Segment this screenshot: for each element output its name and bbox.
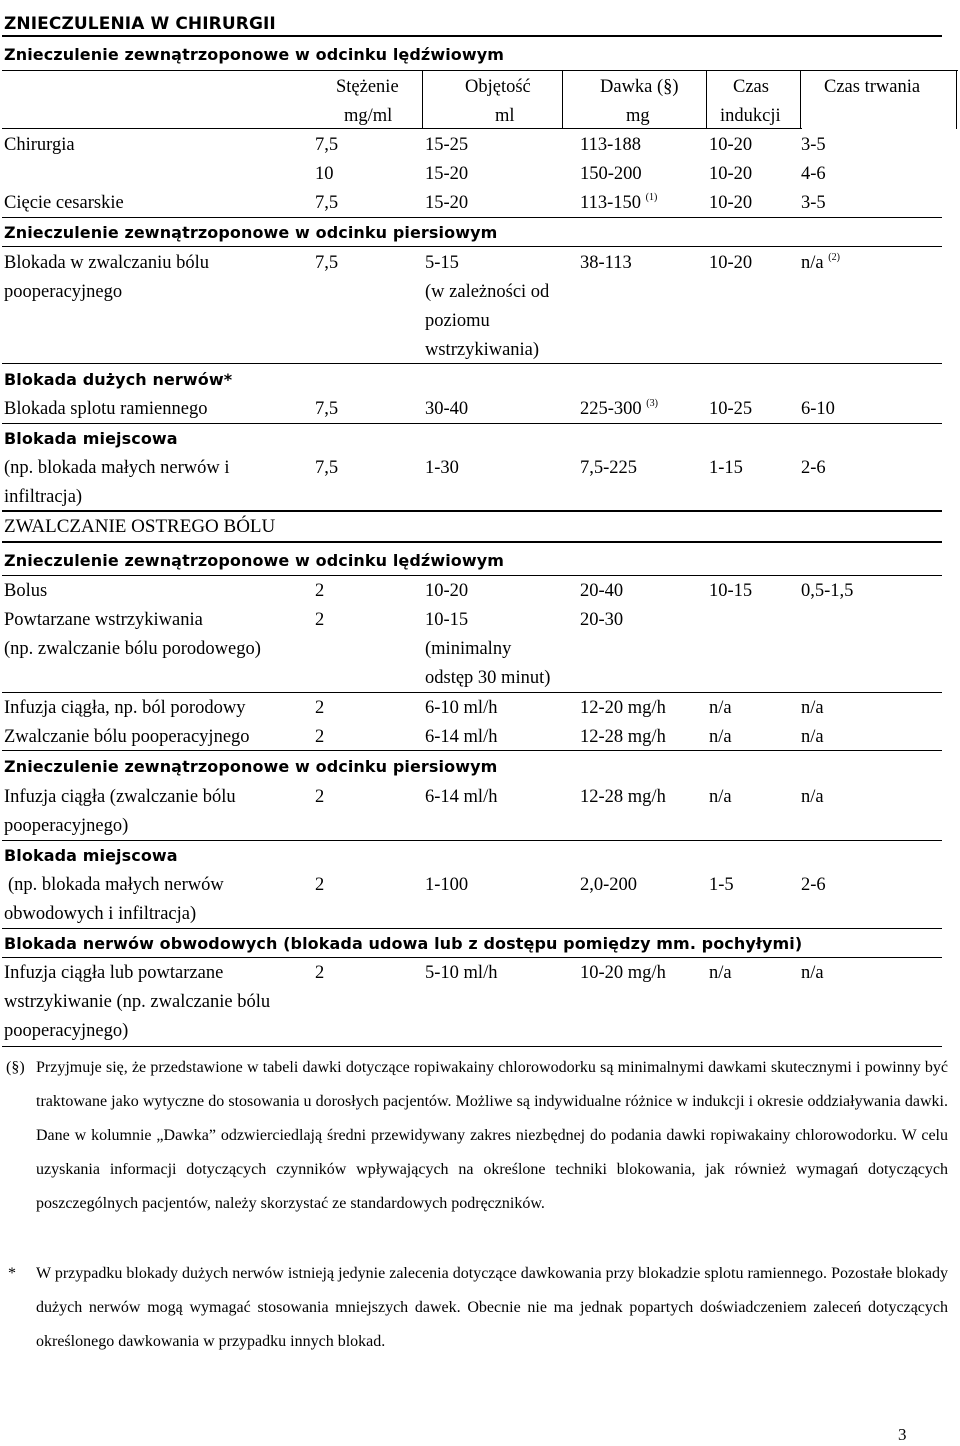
table-bottom-rule: [2, 1046, 942, 1047]
cell-duration: 0,5-1,5: [801, 581, 854, 601]
section-title-acute-pain: ZWALCZANIE OSTREGO BÓLU: [4, 516, 276, 537]
row-rule: [2, 217, 942, 218]
cell-dose: 113-150 $^{(1)}$: [580, 192, 658, 213]
cell-volume: 6-14 ml/h: [425, 787, 498, 807]
row-label: (np. blokada małych nerwów i: [4, 458, 230, 478]
cell-concentration: 7,5: [315, 458, 339, 478]
cell-volume: 30-40: [425, 399, 469, 419]
section-rule: [2, 510, 942, 512]
cell-concentration: 10: [315, 164, 334, 184]
cell-volume: 15-20: [425, 193, 469, 213]
row-rule: [2, 928, 942, 929]
cell-dose: 10-20 mg/h: [580, 963, 666, 983]
row-label: Blokada w zwalczaniu bólu: [4, 253, 209, 273]
header-duration: Czas trwania: [824, 77, 921, 97]
cell-volume-note: wstrzykiwania): [425, 340, 540, 360]
column-divider: [956, 71, 957, 129]
row-label: Powtarzane wstrzykiwania: [4, 610, 203, 630]
cell-dose: 38-113: [580, 253, 632, 273]
section-heading-peripheral-nerve-block: Blokada nerwów obwodowych (blokada udowa lub z dostępu pomiędzy mm. pochyłymi): [4, 934, 803, 953]
cell-volume: 15-20: [425, 164, 469, 184]
row-rule: [2, 692, 942, 693]
cell-onset: 10-15: [709, 581, 753, 601]
column-divider: [706, 71, 707, 129]
section-heading-local-block: Blokada miejscowa: [4, 429, 178, 448]
row-label: Zwalczanie bólu pooperacyjnego: [4, 727, 250, 747]
cell-duration: 2-6: [801, 458, 826, 478]
header-onset-unit: indukcji: [720, 106, 781, 126]
cell-onset: 1-5: [709, 875, 734, 895]
footnote-mark: (§): [6, 1059, 25, 1076]
cell-duration: 4-6: [801, 164, 826, 184]
cell-dose: 225-300 $^{(3)}$: [580, 398, 658, 419]
page-number: 3: [898, 1425, 907, 1444]
section-heading-thoracic-epidural-pain: Znieczulenie zewnątrzoponowe w odcinku piersiowym: [4, 757, 498, 776]
cell-concentration: 2: [315, 963, 325, 983]
cell-onset: 10-20: [709, 135, 753, 155]
cell-volume-note: (w zależności od: [425, 282, 550, 302]
footnote-mark: *: [8, 1265, 16, 1282]
cell-duration: n/a: [801, 727, 824, 747]
cell-duration: n/a: [801, 963, 824, 983]
page-title: ZNIECZULENIA W CHIRURGII: [4, 14, 276, 34]
row-rule: [2, 363, 942, 364]
row-rule: [2, 840, 942, 841]
cell-volume: 1-30: [425, 458, 459, 478]
cell-concentration: 2: [315, 787, 325, 807]
row-rule: [2, 957, 942, 958]
row-rule: [2, 246, 942, 247]
cell-volume-note: poziomu: [425, 311, 490, 331]
footnote-text: Przyjmuje się, że przedstawione w tabeli dawki dotyczące ropiwakainy chlorowodorku są minimalnymi dawkami skutecznymi i powinny być traktowane jako wytyczne do stosowania u dorosłych pacjentów. Możliwe są indywidualne różnice w indukcji i okresie oddziaływania dawki. Dane w kolumnie „Dawka” odzwierciedlają średni przewidywany zakres niezbędnej do podania dawki ropiwakainy chlorowodorku. W celu uzyskania informacji dotyczących czynników wpływających na określone techniki blokowania, jak również wymagań dotyczących poszczególnych pacjentów, należy skorzystać ze standardowych podręczników.: [36, 1059, 948, 1212]
cell-volume-note: odstęp 30 minut): [425, 668, 551, 688]
cell-duration: 6-10: [801, 399, 835, 419]
cell-onset: 1-15: [709, 458, 743, 478]
cell-volume-note: (minimalny: [425, 639, 512, 659]
cell-volume: 5-10 ml/h: [425, 963, 498, 983]
cell-onset: 10-20: [709, 193, 753, 213]
cell-duration: n/a: [801, 787, 824, 807]
cell-dose: 12-28 mg/h: [580, 787, 666, 807]
row-rule: [2, 423, 942, 424]
footnote-text: W przypadku blokady dużych nerwów istnieją jedynie zalecenia dotyczące dawkowania przy blokadzie splotu ramiennego. Pozostałe blokady dużych nerwów mogą wymagać stosowania mniejszych dawek. Obecnie nie ma jednak popartych doświadczeniem zaleceń dotyczących określonego dawkowania w przypadku innych blokad.: [36, 1265, 948, 1350]
row-label: Infuzja ciągła, np. ból porodowy: [4, 698, 246, 718]
cell-concentration: 2: [315, 727, 325, 747]
header-concentration-unit: mg/ml: [344, 106, 393, 126]
section-heading-major-nerve-block: Blokada dużych nerwów*: [4, 370, 233, 389]
header-dose-unit: mg: [626, 106, 650, 126]
section-heading-lumbar-epidural: Znieczulenie zewnątrzoponowe w odcinku lędźwiowym: [4, 45, 505, 64]
cell-volume: 1-100: [425, 875, 469, 895]
row-label-cont: pooperacyjnego): [4, 1021, 129, 1041]
cell-dose: 2,0-200: [580, 875, 638, 895]
row-label-cont: (np. zwalczanie bólu porodowego): [4, 639, 261, 659]
cell-onset: 10-20: [709, 164, 753, 184]
cell-duration: n/a $^{(2)}$: [801, 252, 840, 273]
cell-duration: n/a: [801, 698, 824, 718]
cell-onset: n/a: [709, 787, 732, 807]
cell-volume: 5-15: [425, 253, 459, 273]
cell-duration: 3-5: [801, 135, 826, 155]
footnote-ref: (1): [645, 192, 658, 203]
cell-volume: 15-25: [425, 135, 469, 155]
row-label-cont: obwodowych i infiltracja): [4, 904, 197, 924]
section-heading-lumbar-epidural-pain: Znieczulenie zewnątrzoponowe w odcinku lędźwiowym: [4, 551, 505, 570]
cell-volume: 6-10 ml/h: [425, 698, 498, 718]
row-label: Infuzja ciągła lub powtarzane: [4, 963, 224, 983]
header-concentration: Stężenie: [336, 77, 399, 97]
row-label: Chirurgia: [4, 135, 75, 155]
cell-volume: 10-15: [425, 610, 469, 630]
cell-onset: n/a: [709, 727, 732, 747]
row-label-cont: infiltracja): [4, 487, 83, 507]
row-label-cont: pooperacyjnego): [4, 816, 129, 836]
cell-volume: 6-14 ml/h: [425, 727, 498, 747]
column-divider: [800, 71, 801, 129]
cell-concentration: 2: [315, 610, 325, 630]
row-rule: [2, 750, 942, 751]
header-bottom-rule: [2, 128, 802, 129]
row-label: Cięcie cesarskie: [4, 193, 124, 213]
column-divider: [562, 71, 563, 129]
row-label-cont: wstrzykiwanie (np. zwalczanie bólu: [4, 992, 271, 1012]
header-rule: [2, 70, 958, 71]
title-rule: [2, 35, 942, 37]
cell-concentration: 2: [315, 875, 325, 895]
cell-concentration: 7,5: [315, 399, 339, 419]
column-divider: [422, 71, 423, 129]
row-label: Blokada splotu ramiennego: [4, 399, 208, 419]
row-label: Bolus: [4, 581, 48, 601]
cell-volume: 10-20: [425, 581, 469, 601]
cell-onset: 10-20: [709, 253, 753, 273]
cell-dose: 7,5-225: [580, 458, 638, 478]
row-label-cont: pooperacyjnego: [4, 282, 123, 302]
cell-dose: 113-188: [580, 135, 641, 155]
row-label: (np. blokada małych nerwów: [8, 875, 224, 895]
header-onset: Czas: [733, 77, 769, 97]
cell-concentration: 2: [315, 581, 325, 601]
cell-duration: 3-5: [801, 193, 826, 213]
cell-onset: n/a: [709, 698, 732, 718]
cell-concentration: 7,5: [315, 193, 339, 213]
cell-onset: n/a: [709, 963, 732, 983]
footnote-ref: (3): [646, 398, 658, 409]
cell-concentration: 2: [315, 698, 325, 718]
cell-concentration: 7,5: [315, 135, 339, 155]
footnote-ref: (2): [828, 252, 840, 263]
section-heading-local-block-pain: Blokada miejscowa: [4, 846, 178, 865]
row-rule: [2, 575, 942, 576]
cell-concentration: 7,5: [315, 253, 339, 273]
header-dose: Dawka (§): [600, 77, 679, 97]
section-rule: [2, 541, 942, 543]
cell-dose: 12-28 mg/h: [580, 727, 666, 747]
cell-onset: 10-25: [709, 399, 753, 419]
cell-duration: 2-6: [801, 875, 826, 895]
row-label: Infuzja ciągła (zwalczanie bólu: [4, 787, 236, 807]
cell-dose: 150-200: [580, 164, 642, 184]
cell-dose: 20-30: [580, 610, 624, 630]
cell-dose: 20-40: [580, 581, 624, 601]
section-heading-thoracic-epidural: Znieczulenie zewnątrzoponowe w odcinku piersiowym: [4, 223, 498, 242]
cell-dose: 12-20 mg/h: [580, 698, 666, 718]
header-volume-unit: ml: [495, 106, 515, 126]
header-volume: Objętość: [465, 77, 531, 97]
